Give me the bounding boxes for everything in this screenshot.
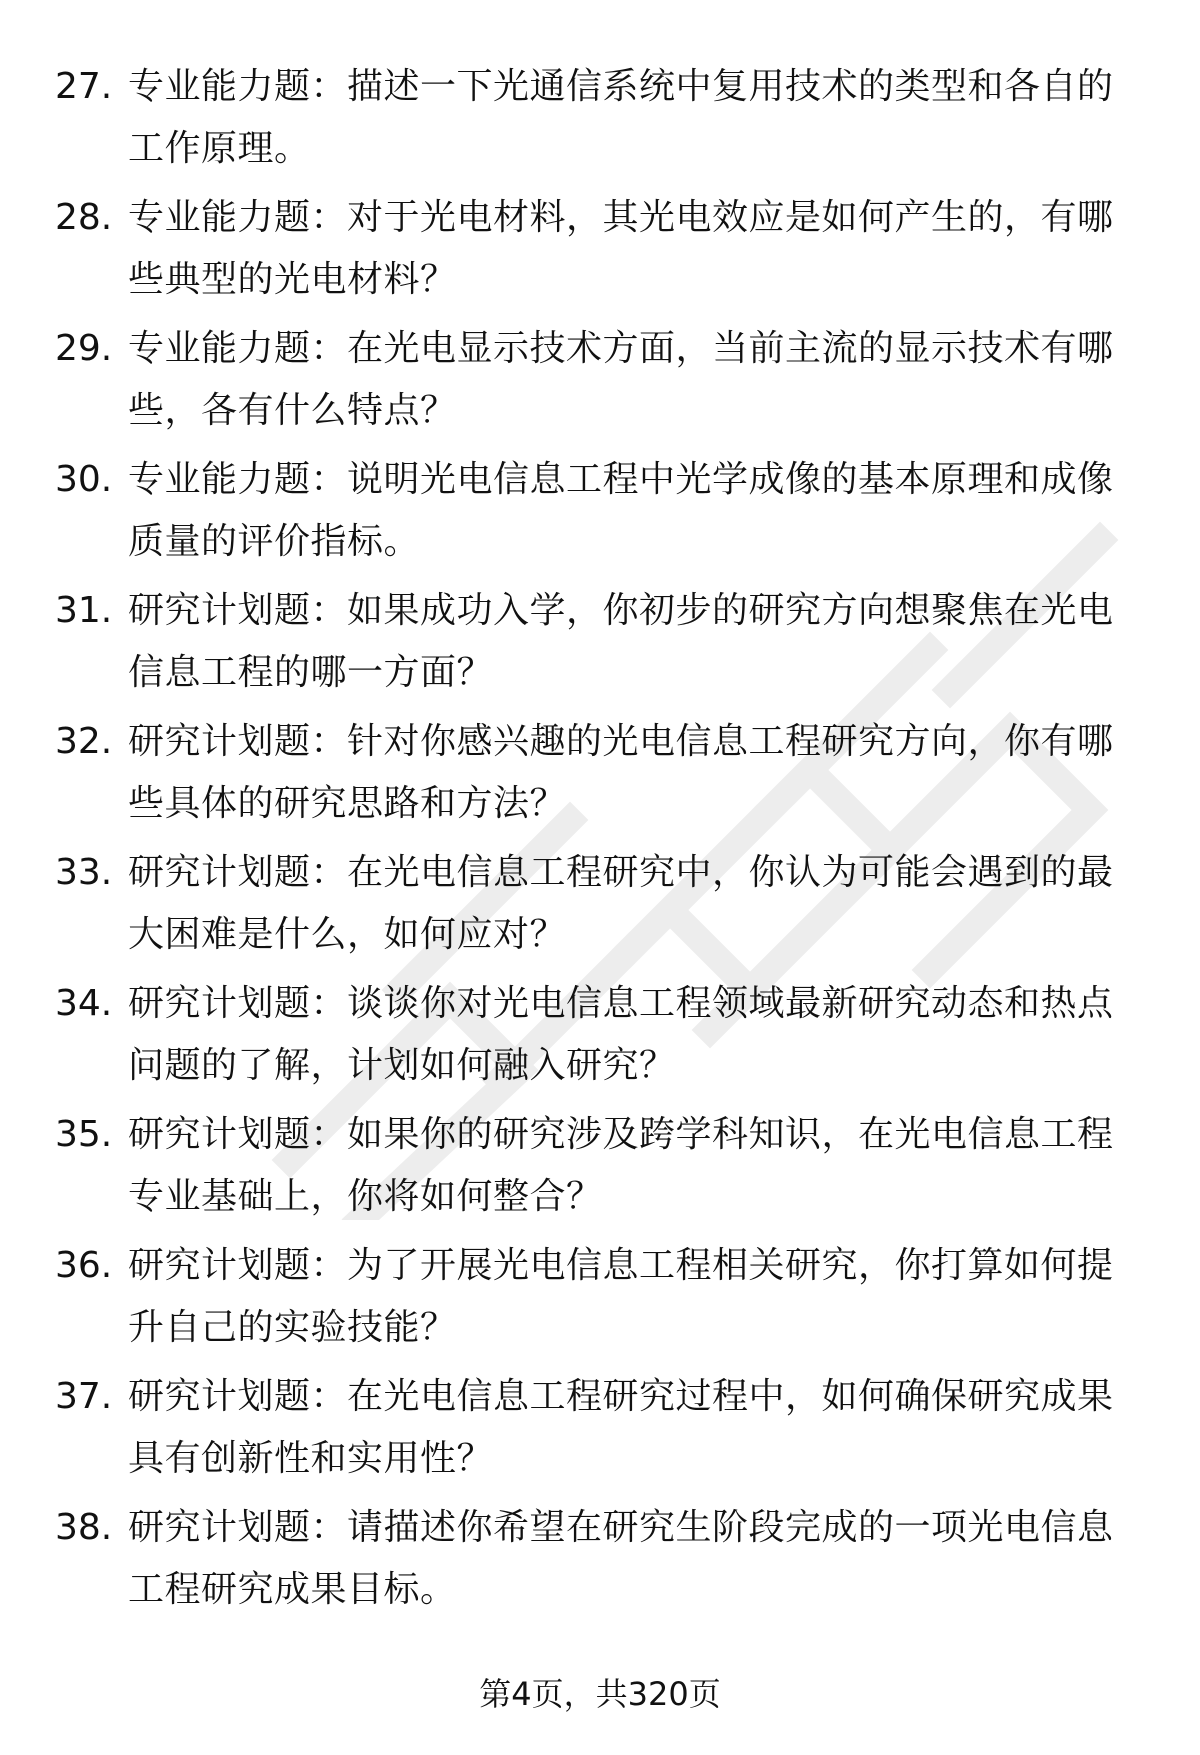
question-number: 36. [55, 1245, 113, 1286]
question-item [0, 187, 1200, 315]
question-number: 37. [55, 1376, 113, 1417]
question-number: 31. [55, 590, 113, 631]
question-text: 研究计划题：在光电信息工程研究过程中，如何确保研究成果具有创新性和实用性？ [128, 1376, 1114, 1479]
question-item [0, 449, 1200, 577]
question-text: 研究计划题：如果你的研究涉及跨学科知识，在光电信息工程专业基础上，你将如何整合？ [128, 1114, 1114, 1217]
question-item [0, 1104, 1200, 1232]
question-text: 研究计划题：如果成功入学，你初步的研究方向想聚焦在光电信息工程的哪一方面？ [128, 590, 1114, 693]
question-text: 研究计划题：请描述你希望在研究生阶段完成的一项光电信息工程研究成果目标。 [128, 1507, 1114, 1610]
question-number: 38. [55, 1507, 113, 1548]
question-item [0, 1366, 1200, 1494]
question-number: 27. [55, 66, 113, 107]
question-item [0, 580, 1200, 708]
question-text: 研究计划题：在光电信息工程研究中，你认为可能会遇到的最大困难是什么，如何应对？ [128, 852, 1114, 955]
question-item [0, 1497, 1200, 1625]
question-number: 35. [55, 1114, 113, 1155]
question-number: 32. [55, 721, 113, 762]
question-text: 研究计划题：谈谈你对光电信息工程领域最新研究动态和热点问题的了解，计划如何融入研究？ [128, 983, 1114, 1086]
question-item [0, 973, 1200, 1101]
question-text: 研究计划题：针对你感兴趣的光电信息工程研究方向，你有哪些具体的研究思路和方法？ [128, 721, 1114, 824]
question-text: 专业能力题：在光电显示技术方面，当前主流的显示技术有哪些，各有什么特点？ [128, 328, 1114, 431]
page-footer: 第4页，共320页 [479, 1675, 721, 1713]
question-item [0, 842, 1200, 970]
question-number: 29. [55, 328, 113, 369]
question-list [0, 56, 1200, 1628]
question-item [0, 318, 1200, 446]
question-item [0, 1235, 1200, 1363]
question-number: 30. [55, 459, 113, 500]
question-number: 28. [55, 197, 113, 238]
question-text: 专业能力题：对于光电材料，其光电效应是如何产生的，有哪些典型的光电材料？ [128, 197, 1114, 300]
question-text: 研究计划题：为了开展光电信息工程相关研究，你打算如何提升自己的实验技能？ [128, 1245, 1114, 1348]
question-item [0, 711, 1200, 839]
question-text: 专业能力题：说明光电信息工程中光学成像的基本原理和成像质量的评价指标。 [128, 459, 1114, 562]
question-number: 33. [55, 852, 113, 893]
question-text: 专业能力题：描述一下光通信系统中复用技术的类型和各自的工作原理。 [128, 66, 1114, 169]
question-number: 34. [55, 983, 113, 1024]
question-item [0, 56, 1200, 184]
